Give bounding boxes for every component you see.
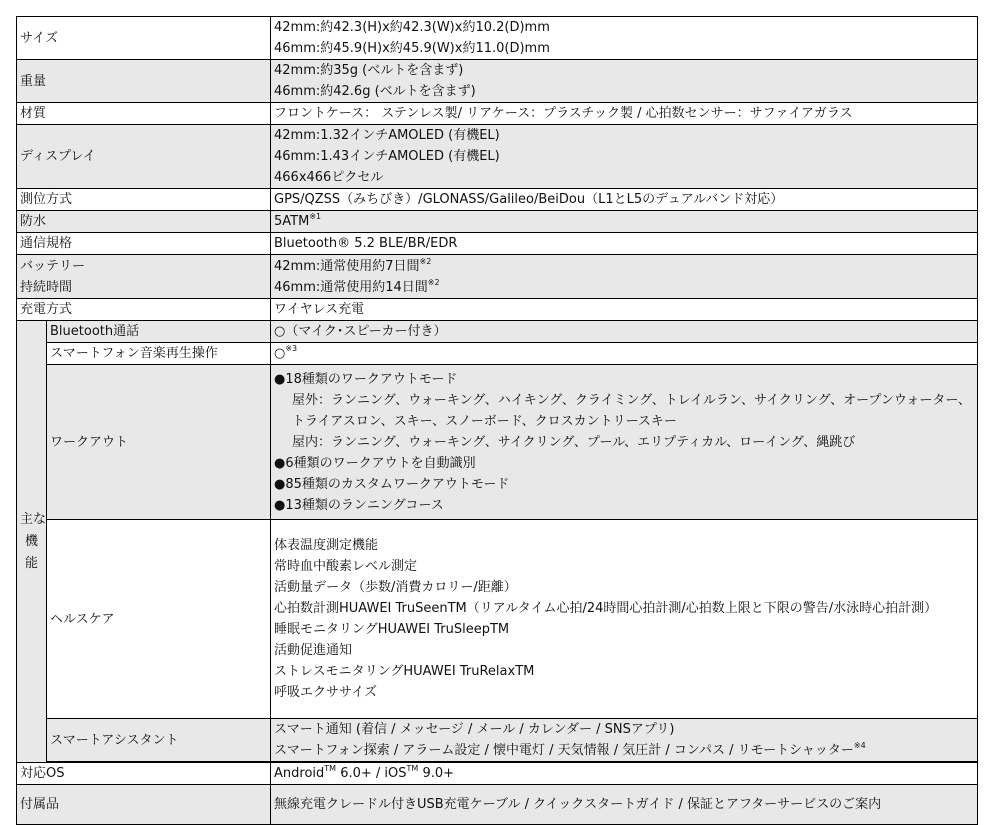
value-display	[271, 125, 978, 189]
features-group-label	[17, 321, 47, 763]
os-ios-tm: TM	[406, 764, 419, 773]
features-label-1: 主な	[20, 511, 47, 527]
assistant-note: ※4	[853, 741, 866, 750]
battery-line-46	[274, 277, 974, 298]
label-waterproof: 防水	[17, 211, 271, 233]
health-line-3: 活動量データ（歩数/消費カロリー/距離）	[274, 580, 517, 595]
battery-label-2: 持続時間	[20, 279, 73, 295]
health-line-7: ストレスモニタリングHUAWEI TruRelaxTM	[274, 664, 535, 679]
row-bt-call	[17, 321, 978, 343]
label-weight: 重量	[17, 60, 271, 103]
workout-line-4: ●6種類のワークアウトを自動識別	[274, 455, 476, 471]
label-display: ディスプレイ	[17, 125, 271, 189]
battery-note-46: ※2	[427, 277, 440, 287]
value-waterproof	[271, 211, 978, 233]
spec-table	[16, 16, 978, 825]
value-accessories: 無線充電クレードル付きUSB充電ケーブル / クイックスタートガイド / 保証とアフターサービスのご案内	[271, 785, 978, 825]
label-music: スマートフォン音楽再生操作	[47, 343, 271, 365]
value-workout	[271, 365, 978, 520]
row-battery	[17, 255, 978, 299]
row-workout	[17, 365, 978, 520]
row-material	[17, 103, 978, 125]
label-os: 対応OS	[17, 763, 271, 785]
battery-note-42: ※2	[419, 256, 432, 266]
value-os	[271, 763, 978, 785]
size-line-42: 42mm:約42.3(H)x約42.3(W)x約10.2(D)mm	[274, 20, 550, 35]
label-size: サイズ	[17, 17, 271, 60]
workout-line-5: ●85種類のカスタムワークアウトモード	[274, 476, 510, 492]
label-material: 材質	[17, 103, 271, 125]
label-accessories: 付属品	[17, 785, 271, 825]
display-line-46: 46mm:1.43インチAMOLED (有機EL)	[274, 149, 500, 164]
assistant-line-2	[274, 740, 974, 761]
workout-line-3: 屋内：ランニング、ウォーキング、サイクリング、プール、エリプティカル、ローイング、縄跳び	[292, 434, 856, 450]
label-bt-call: Bluetooth通話	[47, 321, 271, 343]
health-line-2: 常時血中酸素レベル測定	[274, 559, 418, 574]
music-mark: ○	[274, 346, 286, 361]
row-os	[17, 763, 978, 785]
display-line-resolution: 466x466ピクセル	[274, 170, 384, 185]
row-accessories	[17, 785, 978, 825]
health-line-8: 呼吸エクササイズ	[274, 685, 377, 700]
row-assistant	[17, 719, 978, 762]
value-size	[271, 17, 978, 60]
os-android-tm: TM	[324, 764, 337, 773]
display-line-42: 42mm:1.32インチAMOLED (有機EL)	[274, 128, 500, 143]
value-music	[271, 343, 978, 365]
row-comm	[17, 233, 978, 255]
value-charging: ワイヤレス充電	[271, 299, 978, 321]
features-label-2: 機	[24, 533, 38, 549]
row-charging	[17, 299, 978, 321]
value-positioning: GPS/QZSS（みちびき）/GLONASS/Galileo/BeiDou（L1とL5のデュアルバンド対応）	[271, 189, 978, 211]
value-material: フロントケース： ステンレス製/ リアケース：プラスチック製 / 心拍数センサー：サファイアガラス	[271, 103, 978, 125]
workout-line-1: ●18種類のワークアウトモード	[274, 371, 458, 387]
waterproof-rating: 5ATM	[274, 214, 310, 229]
value-comm: Bluetooth® 5.2 BLE/BR/EDR	[271, 233, 978, 255]
workout-line-6: ●13種類のランニングコース	[274, 497, 444, 513]
os-ios-version: 9.0+	[418, 766, 455, 781]
row-waterproof	[17, 211, 978, 233]
row-size	[17, 17, 978, 60]
row-health	[17, 520, 978, 719]
health-line-5: 睡眠モニタリングHUAWEI TruSleepTM	[274, 622, 510, 637]
value-bt-call: ○（マイク･スピーカー付き）	[271, 321, 978, 343]
battery-line-42	[274, 256, 974, 277]
label-positioning: 測位方式	[17, 189, 271, 211]
battery-text-46: 46mm:通常使用約14日間	[274, 279, 428, 295]
value-health	[271, 520, 978, 719]
label-charging: 充電方式	[17, 299, 271, 321]
health-line-1: 体表温度測定機能	[274, 538, 379, 553]
os-android-version: 6.0+ / iOS	[336, 766, 407, 781]
battery-text-42: 42mm:通常使用約7日間	[274, 258, 420, 274]
os-android: Android	[274, 766, 325, 781]
label-workout: ワークアウト	[47, 365, 271, 520]
workout-line-2: 屋外：ランニング、ウォーキング、ハイキング、クライミング、トレイルラン、サイクリング、オープンウォーター、トライアスロン、スキー、スノーボード、クロスカントリースキー	[292, 392, 971, 429]
row-positioning	[17, 189, 978, 211]
features-label-3: 能	[24, 555, 38, 571]
size-line-46: 46mm:約45.9(H)x約45.9(W)x約11.0(D)mm	[274, 41, 550, 56]
health-line-6: 活動促進通知	[274, 643, 353, 658]
assistant-text-2: スマートフォン探索 / アラーム設定 / 懐中電灯 / 天気情報 / 気圧計 / コンパス / リモートシャッター	[274, 743, 854, 758]
waterproof-note: ※1	[309, 212, 322, 221]
row-music	[17, 343, 978, 365]
battery-label-1: バッテリー	[20, 258, 86, 274]
row-weight	[17, 60, 978, 103]
row-display	[17, 125, 978, 189]
label-comm: 通信規格	[17, 233, 271, 255]
weight-line-42: 42mm:約35g (ベルトを含まず)	[274, 63, 464, 78]
label-health: ヘルスケア	[47, 520, 271, 719]
health-line-4: 心拍数計測HUAWEI TruSeenTM（リアルタイム心拍/24時間心拍計測/心拍数上限と下限の警告/水泳時心拍計測）	[274, 601, 938, 616]
value-assistant	[271, 719, 978, 762]
label-assistant: スマートアシスタント	[47, 719, 271, 762]
label-battery	[17, 255, 271, 299]
weight-line-46: 46mm:約42.6g (ベルトを含まず)	[274, 84, 476, 99]
value-battery	[271, 255, 978, 299]
music-note: ※3	[285, 344, 298, 353]
assistant-line-1: スマート通知 (着信 / メッセージ / メール / カレンダー / SNSアプリ)	[274, 722, 675, 737]
value-weight	[271, 60, 978, 103]
